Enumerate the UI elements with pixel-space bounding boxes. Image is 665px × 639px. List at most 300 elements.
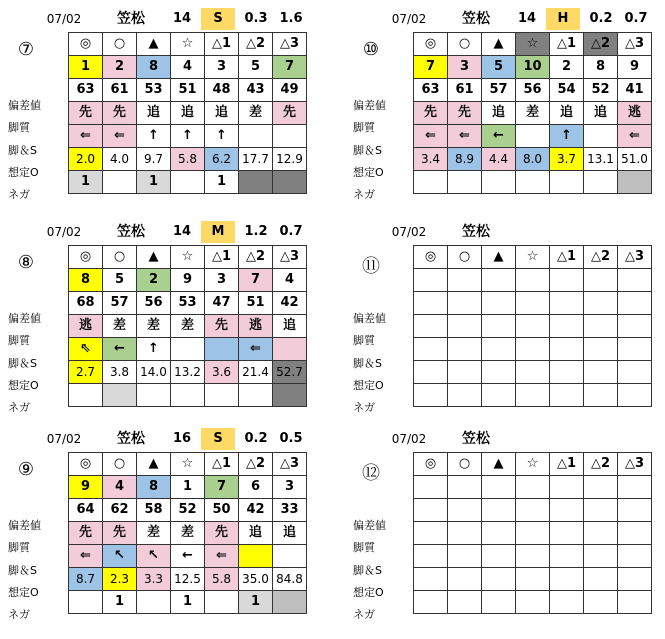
nega-cell [516, 171, 550, 194]
odds-cell: 8.9 [448, 148, 482, 171]
speed-arrow-cell [550, 338, 584, 361]
horse-number-cell: 8 [584, 56, 618, 79]
grid-row [414, 246, 652, 269]
style-cell [448, 522, 482, 545]
odds-cell [516, 568, 550, 591]
horse-number-cell: 9 [171, 269, 205, 292]
mark-cell: ▲ [137, 453, 171, 476]
speed-arrow-cell [273, 125, 307, 148]
style-cell: 追 [239, 522, 273, 545]
speed-arrow-cell [448, 338, 482, 361]
score-cell: 53 [171, 292, 205, 315]
nega-cell [205, 384, 239, 407]
grid-row [69, 246, 307, 269]
grid-row [69, 56, 307, 79]
row-label-odds: 想定O [8, 586, 39, 599]
race-header [14, 426, 334, 452]
speed-arrow-cell: ↖ [137, 545, 171, 568]
horse-number-cell: 1 [69, 56, 103, 79]
grid-row [69, 125, 307, 148]
mark-cell: ☆ [171, 453, 205, 476]
nega-cell [239, 171, 273, 194]
track-condition-badge: S [201, 8, 235, 30]
mark-cell: △3 [618, 246, 652, 269]
mark-cell: △2 [584, 453, 618, 476]
row-label-odds: 想定O [353, 166, 384, 179]
style-cell: 追 [205, 102, 239, 125]
mark-cell: △1 [550, 246, 584, 269]
speed-arrow-cell: ↑ [205, 125, 239, 148]
race-number: ⑪ [362, 256, 380, 277]
odds-cell: 3.6 [205, 361, 239, 384]
style-cell [448, 315, 482, 338]
mark-cell: △2 [239, 33, 273, 56]
odds-cell [550, 361, 584, 384]
speed-arrow-cell [273, 338, 307, 361]
style-cell [482, 522, 516, 545]
mark-cell: ☆ [171, 246, 205, 269]
row-label-odds: 想定O [8, 379, 39, 392]
score-cell: 47 [205, 292, 239, 315]
horse-number-cell: 8 [137, 476, 171, 499]
style-cell: 追 [137, 102, 171, 125]
row-label-score: 偏差値 [353, 519, 386, 532]
race-date: 07/02 [46, 432, 82, 446]
horse-number-cell [414, 269, 448, 292]
course-name: 笠松 [117, 224, 145, 240]
score-cell: 33 [273, 499, 307, 522]
odds-cell: 12.9 [273, 148, 307, 171]
score-cell: 61 [103, 79, 137, 102]
course-name: 笠松 [462, 224, 490, 240]
score-cell: 56 [137, 292, 171, 315]
mark-cell: ▲ [482, 246, 516, 269]
mark-cell: △3 [618, 453, 652, 476]
style-cell: 追 [482, 102, 516, 125]
horse-number-cell [516, 269, 550, 292]
speed-arrow-cell: ⇐ [414, 125, 448, 148]
style-cell: 差 [171, 522, 205, 545]
speed-arrow-cell: ⇐ [69, 545, 103, 568]
odds-cell [414, 568, 448, 591]
mark-cell: ▲ [482, 33, 516, 56]
score-cell [584, 292, 618, 315]
style-cell: 先 [69, 102, 103, 125]
grid-row [69, 591, 307, 614]
style-cell: 先 [273, 102, 307, 125]
style-cell: 先 [103, 522, 137, 545]
speed-arrow-cell: ⇖ [69, 338, 103, 361]
grid-row [414, 476, 652, 499]
track-condition-badge: H [546, 8, 580, 30]
race-header [359, 219, 665, 245]
score-cell: 62 [103, 499, 137, 522]
odds-cell: 35.0 [239, 568, 273, 591]
grid-row [414, 292, 652, 315]
horse-number-cell [584, 269, 618, 292]
style-cell: 追 [273, 522, 307, 545]
mark-cell: ☆ [516, 246, 550, 269]
style-cell [618, 315, 652, 338]
mark-cell: △2 [239, 246, 273, 269]
horse-number-cell [550, 476, 584, 499]
score-cell [414, 292, 448, 315]
style-cell [550, 522, 584, 545]
speed-arrow-cell: ↖ [103, 545, 137, 568]
mark-cell: △1 [550, 33, 584, 56]
mark-cell: ○ [103, 453, 137, 476]
horse-number-cell: 3 [273, 476, 307, 499]
style-cell: 逃 [69, 315, 103, 338]
row-label-score: 偏差値 [353, 312, 386, 325]
nega-cell [618, 384, 652, 407]
horse-number-cell: 10 [516, 56, 550, 79]
mark-cell: ◎ [69, 33, 103, 56]
runner-count: 16 [172, 431, 192, 446]
mark-cell: △3 [618, 33, 652, 56]
grid-row [414, 79, 652, 102]
mark-cell: △1 [550, 453, 584, 476]
odds-cell: 17.7 [239, 148, 273, 171]
speed-arrow-cell [414, 545, 448, 568]
prediction-grid [68, 245, 307, 407]
grid-row [69, 292, 307, 315]
nega-cell [103, 171, 137, 194]
horse-number-cell [448, 269, 482, 292]
grid-row [69, 79, 307, 102]
race-panel [8, 426, 334, 631]
race-panel [353, 219, 665, 424]
nega-cell [448, 591, 482, 614]
race-number: ⑩ [362, 39, 380, 60]
grid-row [414, 545, 652, 568]
grid-row [69, 384, 307, 407]
speed-arrow-cell: ← [482, 125, 516, 148]
score-cell: 42 [273, 292, 307, 315]
nega-cell [239, 384, 273, 407]
race-panel [8, 219, 334, 424]
mark-cell: ▲ [137, 246, 171, 269]
header-value-1: 0.2 [244, 431, 268, 446]
mark-cell: ○ [448, 33, 482, 56]
nega-cell [69, 384, 103, 407]
style-cell: 先 [414, 102, 448, 125]
speed-arrow-cell: ⇐ [69, 125, 103, 148]
odds-cell: 8.0 [516, 148, 550, 171]
row-label-score: 偏差値 [8, 312, 41, 325]
speed-arrow-cell: ⇐ [103, 125, 137, 148]
speed-arrow-cell [618, 338, 652, 361]
speed-arrow-cell [239, 125, 273, 148]
horse-number-cell: 5 [103, 269, 137, 292]
grid-row [69, 148, 307, 171]
mark-cell: ▲ [482, 453, 516, 476]
style-cell: 差 [137, 522, 171, 545]
style-cell: 逃 [239, 315, 273, 338]
horse-number-cell [550, 269, 584, 292]
row-label-odds: 想定O [353, 379, 384, 392]
row-label-nega: ネガ [353, 401, 375, 414]
score-cell: 64 [69, 499, 103, 522]
odds-cell: 84.8 [273, 568, 307, 591]
row-label-speed: 脚＆S [353, 357, 382, 370]
horse-number-cell: 2 [137, 269, 171, 292]
row-label-score: 偏差値 [8, 519, 41, 532]
header-value-2: 1.6 [279, 11, 303, 26]
odds-cell [482, 361, 516, 384]
horse-number-cell: 4 [103, 476, 137, 499]
nega-cell [414, 591, 448, 614]
race-number: ⑫ [362, 463, 380, 484]
odds-cell: 4.4 [482, 148, 516, 171]
grid-row [69, 315, 307, 338]
score-cell: 63 [69, 79, 103, 102]
speed-arrow-cell [273, 545, 307, 568]
grid-row [414, 591, 652, 614]
odds-cell: 9.7 [137, 148, 171, 171]
header-value-2: 0.7 [624, 11, 648, 26]
race-panel [353, 6, 665, 211]
odds-cell: 2.7 [69, 361, 103, 384]
odds-cell [618, 568, 652, 591]
row-label-speed: 脚＆S [8, 564, 37, 577]
style-cell: 先 [103, 102, 137, 125]
race-date: 07/02 [391, 12, 427, 26]
horse-number-cell: 3 [448, 56, 482, 79]
horse-number-cell: 5 [239, 56, 273, 79]
odds-cell [516, 361, 550, 384]
row-label-nega: ネガ [353, 608, 375, 621]
prediction-grid [68, 452, 307, 614]
nega-cell [482, 591, 516, 614]
style-cell: 先 [448, 102, 482, 125]
mark-cell: △1 [205, 453, 239, 476]
grid-row [69, 545, 307, 568]
nega-cell [618, 591, 652, 614]
mark-cell: ◎ [69, 453, 103, 476]
score-cell: 51 [239, 292, 273, 315]
odds-cell: 8.7 [69, 568, 103, 591]
odds-cell: 2.0 [69, 148, 103, 171]
race-header [14, 6, 334, 32]
speed-arrow-cell [171, 338, 205, 361]
speed-arrow-cell [448, 545, 482, 568]
horse-number-cell: 5 [482, 56, 516, 79]
row-label-style: 脚質 [353, 121, 375, 134]
nega-cell [137, 384, 171, 407]
style-cell [414, 315, 448, 338]
odds-cell: 14.0 [137, 361, 171, 384]
nega-cell [448, 384, 482, 407]
grid-row [69, 522, 307, 545]
score-cell: 61 [448, 79, 482, 102]
mark-cell: ☆ [516, 33, 550, 56]
grid-row [414, 568, 652, 591]
row-label-style: 脚質 [8, 541, 30, 554]
odds-cell [584, 568, 618, 591]
mark-cell: △1 [205, 33, 239, 56]
track-condition-badge: M [201, 221, 235, 243]
grid-row [69, 269, 307, 292]
track-condition-badge: S [201, 428, 235, 450]
score-cell: 51 [171, 79, 205, 102]
horse-number-cell: 8 [137, 56, 171, 79]
nega-cell: 1 [103, 591, 137, 614]
style-cell [516, 315, 550, 338]
odds-cell: 5.8 [171, 148, 205, 171]
horse-number-cell: 7 [239, 269, 273, 292]
row-label-speed: 脚＆S [8, 357, 37, 370]
mark-cell: ○ [103, 33, 137, 56]
odds-cell: 52.7 [273, 361, 307, 384]
score-cell: 43 [239, 79, 273, 102]
header-value-2: 0.7 [279, 224, 303, 239]
score-cell: 50 [205, 499, 239, 522]
race-header [359, 426, 665, 452]
odds-cell [482, 568, 516, 591]
speed-arrow-cell: ↑ [171, 125, 205, 148]
odds-cell: 3.4 [414, 148, 448, 171]
odds-cell: 51.0 [618, 148, 652, 171]
nega-cell [171, 171, 205, 194]
score-cell: 52 [171, 499, 205, 522]
score-cell [516, 292, 550, 315]
horse-number-cell: 4 [273, 269, 307, 292]
race-panel [8, 6, 334, 211]
horse-number-cell: 9 [69, 476, 103, 499]
grid-row [69, 453, 307, 476]
style-cell: 先 [205, 315, 239, 338]
grid-row [414, 269, 652, 292]
nega-cell: 1 [205, 171, 239, 194]
nega-cell: 1 [137, 171, 171, 194]
nega-cell [516, 591, 550, 614]
horse-number-cell [482, 269, 516, 292]
score-cell [584, 499, 618, 522]
race-header [14, 219, 334, 245]
row-label-style: 脚質 [8, 334, 30, 347]
style-cell [584, 315, 618, 338]
row-label-nega: ネガ [8, 401, 30, 414]
nega-cell [414, 171, 448, 194]
mark-cell: ◎ [414, 246, 448, 269]
speed-arrow-cell [414, 338, 448, 361]
header-value-1: 0.2 [589, 11, 613, 26]
style-cell [584, 522, 618, 545]
course-name: 笠松 [117, 11, 145, 27]
nega-cell [584, 384, 618, 407]
speed-arrow-cell [516, 338, 550, 361]
race-date: 07/02 [391, 432, 427, 446]
style-cell: 差 [137, 315, 171, 338]
score-cell [618, 292, 652, 315]
grid-row [414, 33, 652, 56]
course-name: 笠松 [462, 11, 490, 27]
horse-number-cell: 2 [103, 56, 137, 79]
speed-arrow-cell [618, 545, 652, 568]
speed-arrow-cell: ⇐ [618, 125, 652, 148]
score-cell: 49 [273, 79, 307, 102]
horse-number-cell [482, 476, 516, 499]
nega-cell: 1 [171, 591, 205, 614]
nega-cell [516, 384, 550, 407]
nega-cell [482, 384, 516, 407]
nega-cell [137, 591, 171, 614]
style-cell: 差 [103, 315, 137, 338]
grid-row [69, 171, 307, 194]
runner-count: 14 [517, 11, 537, 26]
race-date: 07/02 [46, 225, 82, 239]
grid-row [69, 102, 307, 125]
score-cell: 41 [618, 79, 652, 102]
horse-number-cell: 4 [171, 56, 205, 79]
grid-row [69, 568, 307, 591]
score-cell: 57 [482, 79, 516, 102]
odds-cell: 2.3 [103, 568, 137, 591]
horse-number-cell [448, 476, 482, 499]
speed-arrow-cell [584, 545, 618, 568]
odds-cell [618, 361, 652, 384]
nega-cell [584, 171, 618, 194]
odds-cell: 3.7 [550, 148, 584, 171]
style-cell: 先 [205, 522, 239, 545]
horse-number-cell [414, 476, 448, 499]
mark-cell: △3 [273, 33, 307, 56]
mark-cell: ○ [448, 246, 482, 269]
row-label-nega: ネガ [8, 188, 30, 201]
row-label-speed: 脚＆S [353, 564, 382, 577]
mark-cell: ☆ [516, 453, 550, 476]
style-cell [516, 522, 550, 545]
score-cell [550, 292, 584, 315]
mark-cell: ○ [103, 246, 137, 269]
runner-count: 14 [172, 11, 192, 26]
grid-row [414, 171, 652, 194]
speed-arrow-cell [482, 338, 516, 361]
row-label-nega: ネガ [8, 608, 30, 621]
horse-number-cell [618, 476, 652, 499]
prediction-grid [413, 452, 652, 614]
odds-cell: 12.5 [171, 568, 205, 591]
nega-cell [205, 591, 239, 614]
grid-row [414, 102, 652, 125]
style-cell: 差 [239, 102, 273, 125]
speed-arrow-cell: ⇐ [239, 338, 273, 361]
track-condition-badge [546, 428, 580, 450]
style-cell: 追 [550, 102, 584, 125]
prediction-grid [413, 32, 652, 194]
speed-arrow-cell [584, 338, 618, 361]
score-cell: 53 [137, 79, 171, 102]
header-value-1: 0.3 [244, 11, 268, 26]
race-header [359, 6, 665, 32]
speed-arrow-cell [516, 545, 550, 568]
speed-arrow-cell [482, 545, 516, 568]
score-cell: 56 [516, 79, 550, 102]
horse-number-cell: 3 [205, 269, 239, 292]
style-cell [482, 315, 516, 338]
nega-cell [550, 384, 584, 407]
score-cell [550, 499, 584, 522]
row-label-speed: 脚＆S [8, 144, 37, 157]
nega-cell [414, 384, 448, 407]
score-cell: 68 [69, 292, 103, 315]
row-label-nega: ネガ [353, 188, 375, 201]
race-number: ⑨ [17, 459, 35, 480]
horse-number-cell: 8 [69, 269, 103, 292]
mark-cell: ☆ [171, 33, 205, 56]
nega-cell [618, 171, 652, 194]
